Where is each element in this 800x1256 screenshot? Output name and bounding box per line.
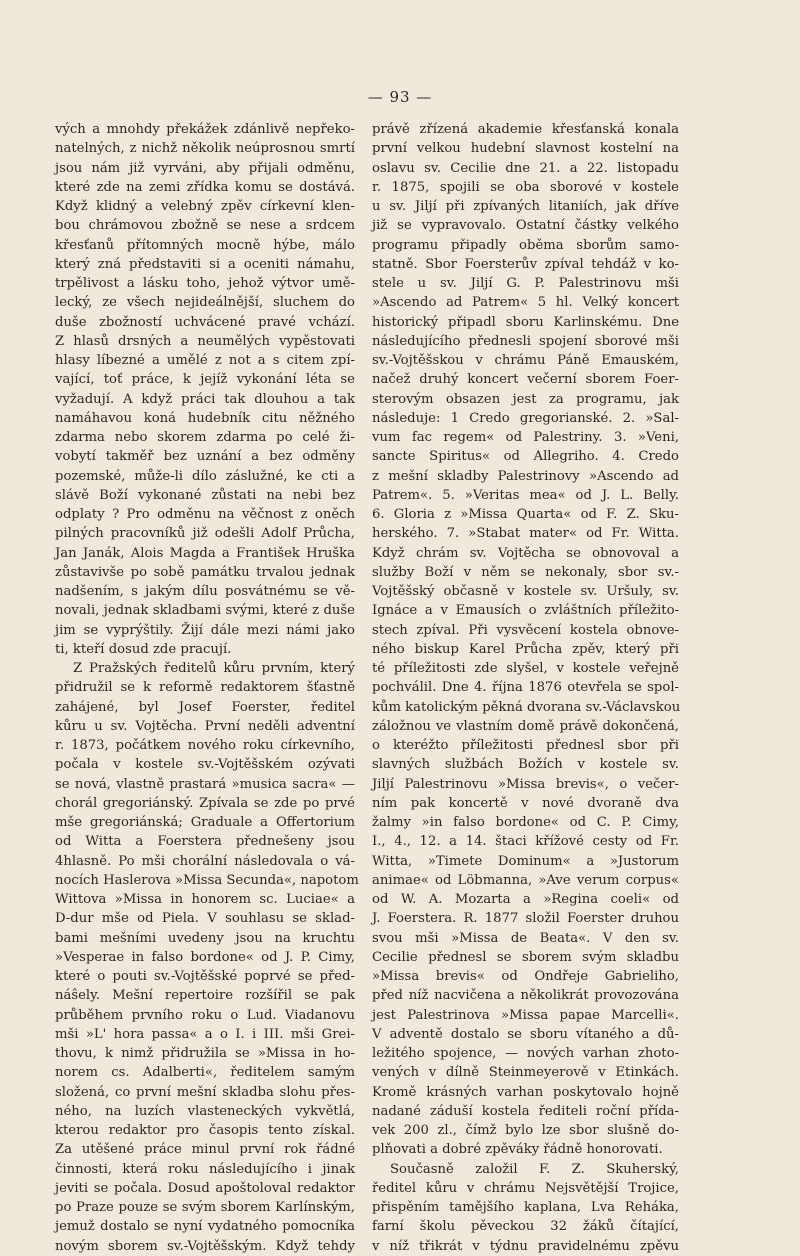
left-column-line: nadšením, s jakým dílu posvátnému se vě- [55, 584, 355, 599]
right-column-line: záložnou ve vlastním domě právě dokončená, [372, 718, 679, 734]
left-column-line: se nová, vlastně prastará »musica sacra« — [55, 776, 355, 792]
right-column-line: Witta, »Timete Dominum« a »Justorum [372, 853, 679, 869]
left-column-line: jsou nám již vyrváni, aby přijali odměnu, [55, 160, 355, 176]
right-column-line: sterovým obsazen jest za programu, jak [372, 391, 679, 407]
left-column-line: odplaty ? Pro odměnu na věčnost z oněch [55, 507, 355, 522]
left-column-line: náŝely. Mešní repertoire rozšířil se pak [55, 988, 355, 1004]
left-column-line: novali, jednak skladbami svými, které z duše [55, 603, 355, 619]
left-column-line: mši »L' hora passa« a o I. i III. mši Grei- [55, 1026, 355, 1042]
left-column-line: kterou redaktor pro časopis tento získal. [55, 1123, 355, 1138]
right-column-line: ného biskup Karel Průcha zpěv, který při [372, 641, 679, 657]
left-column-line: pozemské, může-li dílo záslužné, ke cti a [55, 468, 355, 484]
left-column-line: činnosti, která roku následujícího i jinak [55, 1161, 355, 1177]
right-column-line: právě zřízená akademie křesťanská konala [372, 122, 679, 137]
left-column-line: chorál gregoriánský. Zpívala se zde po prvé [55, 795, 355, 811]
right-column-line: Vojtěšský občasně v kostele sv. Uršuly, sv. [372, 584, 679, 599]
right-column-line: Kromě krásných varhan poskytovalo hojně [372, 1084, 679, 1100]
right-column-line: vum fac regem« od Palestriny. 3. »Veni, [372, 430, 679, 445]
right-column-line: u sv. Jiljí při zpívaných litaniích, jak dříve [372, 199, 679, 214]
left-column-line: duše zbožností uchvácené pravé vchází. [55, 314, 355, 330]
right-column-line: ředitel kůru v chrámu Nejsvětější Trojice, [372, 1180, 679, 1196]
left-column-line: 4hlasně. Po mši chorální následovala o vá- [55, 853, 355, 869]
left-column-line: namáhavou koná hudebník citu něžného [55, 410, 355, 426]
left-column-line: nocích Haslerova »Missa Secunda«, napotom [55, 872, 359, 888]
left-column-line: od Witta a Foerstera přednešeny jsou [55, 834, 355, 850]
right-column-line: herského. 7. »Stabat mater« od Fr. Witta. [372, 526, 679, 542]
page-number: — 93 — [367, 88, 433, 106]
right-column-line: V adventě dostalo se sboru vítaného a dů- [372, 1026, 679, 1042]
left-column-line: r. 1873, počátkem nového roku církevního, [55, 738, 355, 753]
left-column-line: vobytí takměř bez uznání a bez odměny [55, 449, 355, 465]
left-column-line: bami mešními uvedeny jsou na kruchtu [55, 930, 355, 946]
right-column-line: Ignáce a v Emausích o zvláštních příležito- [372, 603, 679, 619]
right-column-line: Jiljí Palestrinovu »Missa brevis«, o večer- [372, 776, 679, 792]
right-column-line: o kteréžto příležitosti přednesl sbor při [372, 738, 679, 753]
right-column-line: stele u sv. Jiljí G. P. Palestrinovu mši [372, 276, 679, 291]
left-column-line: Jan Janák, Alois Magda a František Hruška [55, 545, 355, 561]
right-column-line: pochválil. Dne 4. října 1876 otevřela se spol- [372, 680, 679, 696]
left-column-line: slávě Boží vykonané zůstati na nebi bez [55, 487, 355, 503]
right-column-line: první velkou hudební slavnost kostelní na [372, 141, 679, 157]
right-column-line: vek 200 zl., čímž bylo lze sbor slušně do- [372, 1123, 679, 1138]
text-column-left [55, 120, 359, 1256]
right-column-line: nadané záduší kostela řediteli roční přída- [372, 1103, 679, 1119]
right-column-line: z mešní skladby Palestrinovy »Ascendo ad [372, 468, 679, 484]
left-column-line: průběhem prvního roku o Lud. Viadanovu [55, 1007, 355, 1023]
left-column-line: novým sborem sv.-Vojtěšským. Když tehdy [55, 1238, 355, 1254]
right-column-line: sancte Spiritus« od Allegriho. 4. Credo [372, 449, 679, 465]
right-column-line: »Missa brevis« od Ondřeje Gabrieliho, [372, 969, 679, 984]
right-column-line: programu připadly oběma sborům samo- [372, 237, 679, 253]
left-column-line: po Praze pouze se svým sborem Karlínským, [55, 1200, 355, 1215]
left-column-line: ti, kteří dosud zde pracují. [55, 641, 232, 657]
right-column-line: té příležitosti zde slyšel, v kostele veřejně [372, 661, 679, 676]
right-column-line: následujícího přednesli spojení sborové mši [372, 333, 679, 349]
right-column-line: následuje: 1 Credo gregorianské. 2. »Sal- [372, 410, 679, 426]
right-column-line: statně. Sbor Foersterův zpíval tehdáž v ko- [372, 256, 679, 272]
left-column-line: hlasy líbezné a umělé z not a s citem zpí- [55, 353, 355, 368]
right-column-line: stech zpíval. Při vysvěcení kostela obnove- [372, 622, 679, 638]
right-column-line: »Ascendo ad Patrem« 5 hl. Velký koncert [372, 295, 679, 311]
right-column-line: Když chrám sv. Vojtěcha se obnovoval a [372, 545, 679, 561]
right-column-line: animae« od Löbmanna, »Ave verum corpus« [372, 872, 679, 888]
left-column-line: thovu, k nimž přidružila se »Missa in ho- [55, 1046, 355, 1061]
right-column-line: farní školu pěveckou 32 žáků čítající, [372, 1219, 679, 1235]
right-column-line: v níž třikrát v týdnu pravidelnému zpěvu [372, 1238, 679, 1254]
right-column-line: jest Palestrinova »Missa papae Marcelli«. [372, 1007, 679, 1023]
right-column-line: I., 4., 12. a 14. štaci křížové cesty od Fr. [372, 834, 679, 850]
left-column-line: vých a mnohdy překážek zdánlivě nepřeko- [55, 122, 355, 137]
right-column-line: J. Foerstera. R. 1877 složil Foerster druhou [372, 911, 679, 927]
right-column-line: Současně založil F. Z. Skuherský, [390, 1161, 679, 1177]
right-column-line: kům katolickým pěkná dvorana sv.-Václavskou [372, 699, 681, 715]
left-column-line: počala v kostele sv.-Vojtěšském ozývati [55, 757, 355, 773]
left-column-line: zahájené, byl Josef Foerster, ředitel [55, 699, 355, 715]
right-column-line: svou mši »Missa de Beata«. V den sv. [372, 930, 679, 946]
left-column-line: Z Pražských ředitelů kůru prvním, který [73, 661, 355, 676]
right-column-line: sv.-Vojtěšskou v chrámu Páně Emauském, [372, 353, 679, 368]
right-column-line: 6. Gloria z »Missa Quarta« od F. Z. Sku- [372, 507, 679, 522]
left-column-line: zůstavivše po sobě památku trvalou jednak [55, 564, 355, 580]
left-column-line: pilných pracovníků již odešli Adolf Průcha, [55, 526, 355, 542]
right-column-line: žalmy »in falso bordone« od C. P. Cimy, [372, 815, 679, 830]
left-column-line: norem cs. Adalberti«, ředitelem samým [55, 1065, 355, 1081]
left-column-line: kůru u sv. Vojtěcha. První neděli adventní [55, 718, 355, 734]
left-column-line: lecký, ze všech nejideálnější, sluchem do [55, 295, 355, 311]
right-column-line: načež druhý koncert večerní sborem Foer- [372, 372, 679, 388]
left-column-line: složená, co první mešní skladba slohu přes- [55, 1084, 355, 1100]
left-column-line: vající, toť práce, k jejíž vykonání léta se [55, 372, 355, 388]
right-column-line: historický připadl sboru Karlinskému. Dne [372, 314, 679, 330]
right-column-line: přispěním tamějšího kaplana, Lva Reháka, [372, 1200, 679, 1215]
right-column-line: před níž nacvičena a několikrát provozována [372, 988, 679, 1004]
left-column-line: D-dur mše od Piela. V souhlasu se sklad- [55, 911, 355, 927]
left-column-line: mše gregoriánská; Graduale a Offertorium [55, 815, 355, 830]
left-column-line: zdarma nebo skorem zdarma po celé ži- [55, 430, 355, 445]
left-column-line: křesťanů přítomných mocně hýbe, málo [55, 237, 355, 253]
right-column-line: r. 1875, spojili se oba sborové v kostele [372, 179, 679, 195]
right-column-line: již se vypravovalo. Ostatní částky velkého [372, 218, 679, 234]
right-column-line: Patrem«. 5. »Veritas mea« od J. L. Belly. [372, 487, 679, 503]
left-column-line: jemuž dostalo se nyní vydatného pomocníka [55, 1219, 355, 1235]
right-column-line: ním pak koncertě v nové dvoraně dva [372, 795, 679, 811]
left-column-line: Z hlasů drsných a neumělých vypěstovati [55, 333, 355, 349]
left-column-line: jim se vyprýštily. Žijí dále mezi námi jako [55, 622, 355, 638]
text-column-right [372, 120, 679, 1256]
left-column-line: natelných, z nichž několik neúprosnou smrtí [55, 141, 355, 157]
left-column-line: přidružil se k reformě redaktorem šťastně [55, 680, 355, 696]
right-column-line: oslavu sv. Cecilie dne 21. a 22. listopadu [372, 160, 679, 176]
left-column-line: které o pouti sv.-Vojtěšské poprvé se před- [55, 969, 355, 984]
left-column-line: vyžadují. A když práci tak dlouhou a tak [55, 391, 355, 407]
right-column-line: od W. A. Mozarta a »Regina coeli« od [372, 892, 679, 907]
left-column-line: ného, na luzích vlasteneckých vykvětlá, [55, 1103, 355, 1119]
left-column-line: Za utěšené práce minul první rok řádné [55, 1142, 355, 1158]
left-column-line: Když klidný a velebný zpěv církevní klen- [55, 199, 355, 214]
left-column-line: bou chrámovou zbožně se nese a srdcem [55, 218, 355, 234]
left-column-line: Wittova »Missa in honorem sc. Luciae« a [55, 892, 355, 907]
right-column-line: ležitého spojence, — nových varhan zhoto- [372, 1046, 679, 1061]
right-column-line: slavných službách Božích v kostele sv. [372, 757, 679, 773]
right-column-line: vených v dílně Steinmeyerově v Etinkách. [372, 1065, 679, 1081]
right-column-line: plňovati a dobré zpěváky řádně honorovati. [372, 1142, 663, 1158]
left-column-line: jeviti se počala. Dosud apoštoloval redaktor [55, 1180, 355, 1196]
left-column-line: trpělivost a lásku toho, jehož výtvor umě- [55, 276, 355, 291]
left-column-line: který zná představiti si a oceniti námahu, [55, 256, 355, 272]
right-column-line: služby Boží v něm se nekonaly, sbor sv.- [372, 564, 679, 580]
left-column-line: které zde na zemi zřídka komu se dostává. [55, 179, 355, 195]
right-column-line: Cecilie přednesl se sborem svým skladbu [372, 949, 679, 965]
left-column-line: »Vesperae in falso bordone« od J. P. Cimy, [55, 949, 355, 965]
